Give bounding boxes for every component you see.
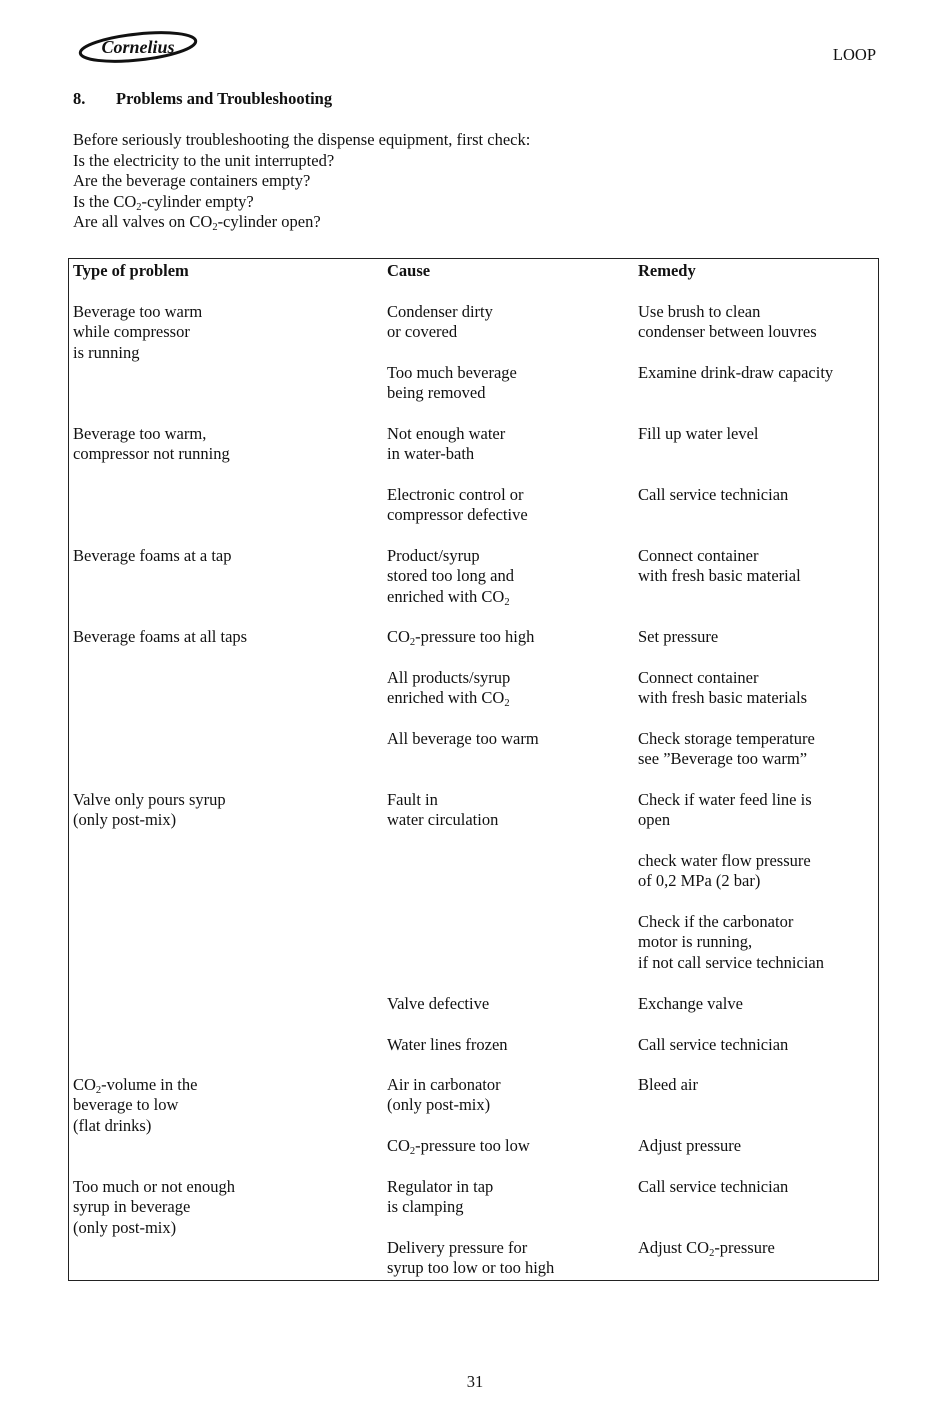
remedy-cell: Set pressure xyxy=(638,627,719,646)
problem-cell: Beverage too warm while compressor is running xyxy=(73,302,203,362)
cause-cell: All beverage too warm xyxy=(387,729,539,748)
remedy-cell: Connect container with fresh basic material xyxy=(638,546,801,586)
remedy-cell: Fill up water level xyxy=(638,424,759,443)
intro-line: Is the electricity to the unit interrupted? xyxy=(73,150,335,170)
intro-checklist xyxy=(73,130,530,233)
cause-cell: Air in carbonator (only post-mix) xyxy=(387,1075,501,1115)
page-number: 31 xyxy=(466,1372,484,1391)
cause-cell: All products/syrup enriched with $CO_2$ xyxy=(387,668,511,710)
section-title: Problems and Troubleshooting xyxy=(116,89,333,108)
cause-cell: Regulator in tap is clamping xyxy=(387,1177,494,1217)
cause-cell: $CO_2$-pressure too high xyxy=(387,627,535,648)
header-type-of-problem: Type of problem xyxy=(73,261,189,280)
remedy-cell: check water flow pressure of 0,2 MPa (2 bar) xyxy=(638,851,811,891)
cause-cell: Delivery pressure for syrup too low or too high xyxy=(387,1238,555,1278)
cause-cell: Fault in water circulation xyxy=(387,790,499,830)
remedy-cell: Check if water feed line is open xyxy=(638,790,812,830)
problem-cell: $CO_2$-volume in the beverage to low (flat drinks) xyxy=(73,1075,198,1135)
cause-cell: Valve defective xyxy=(387,994,490,1013)
remedy-cell: Call service technician xyxy=(638,1177,789,1196)
remedy-cell: Use brush to clean condenser between louvres xyxy=(638,302,817,342)
cause-cell: $CO_2$-pressure too low xyxy=(387,1136,530,1157)
intro-line: Is the $CO_2$-cylinder empty? xyxy=(73,191,254,213)
cause-cell: Not enough water in water-bath xyxy=(387,424,506,464)
problem-cell: Beverage foams at all taps xyxy=(73,627,248,646)
problem-cell: Beverage foams at a tap xyxy=(73,546,232,565)
intro-line: Are all valves on $CO_2$-cylinder open? xyxy=(73,212,321,234)
remedy-cell: Call service technician xyxy=(638,485,789,504)
cornelius-logo xyxy=(76,28,200,66)
cause-cell: Condenser dirty or covered xyxy=(387,302,493,342)
header-cause: Cause xyxy=(387,261,431,280)
intro-line: Are the beverage containers empty? xyxy=(73,171,311,191)
remedy-cell: Check storage temperature see ”Beverage too warm” xyxy=(638,729,815,769)
problem-cell: Too much or not enough syrup in beverage (only post-mix) xyxy=(73,1177,235,1237)
cause-cell: Water lines frozen xyxy=(387,1035,508,1054)
problem-cell: Beverage too warm, compressor not running xyxy=(73,424,230,464)
problem-cell: Valve only pours syrup (only post-mix) xyxy=(73,790,226,830)
remedy-cell: Check if the carbonator motor is running, if not call service technician xyxy=(638,912,824,972)
intro-line: Before seriously troubleshooting the dispense equipment, first check: xyxy=(73,130,531,149)
header-remedy: Remedy xyxy=(638,261,696,280)
section-number: 8. xyxy=(73,89,86,108)
cause-cell: Electronic control or compressor defective xyxy=(387,485,528,525)
document-code: LOOP xyxy=(832,45,876,64)
troubleshooting-table xyxy=(68,258,879,1281)
remedy-cell: Bleed air xyxy=(638,1075,699,1094)
remedy-cell: Examine drink-draw capacity xyxy=(638,363,834,382)
cause-cell: Product/syrup stored too long and enriched with $CO_2$ xyxy=(387,546,514,608)
remedy-cell: Exchange valve xyxy=(638,994,743,1013)
remedy-cell: Adjust pressure xyxy=(638,1136,742,1155)
logo-wordmark: Cornelius xyxy=(101,37,175,57)
cause-cell: Too much beverage being removed xyxy=(387,363,517,403)
section-heading xyxy=(73,89,332,109)
remedy-cell: Adjust $CO_2$-pressure xyxy=(638,1238,775,1259)
remedy-cell: Call service technician xyxy=(638,1035,789,1054)
remedy-cell: Connect container with fresh basic materials xyxy=(638,668,808,708)
